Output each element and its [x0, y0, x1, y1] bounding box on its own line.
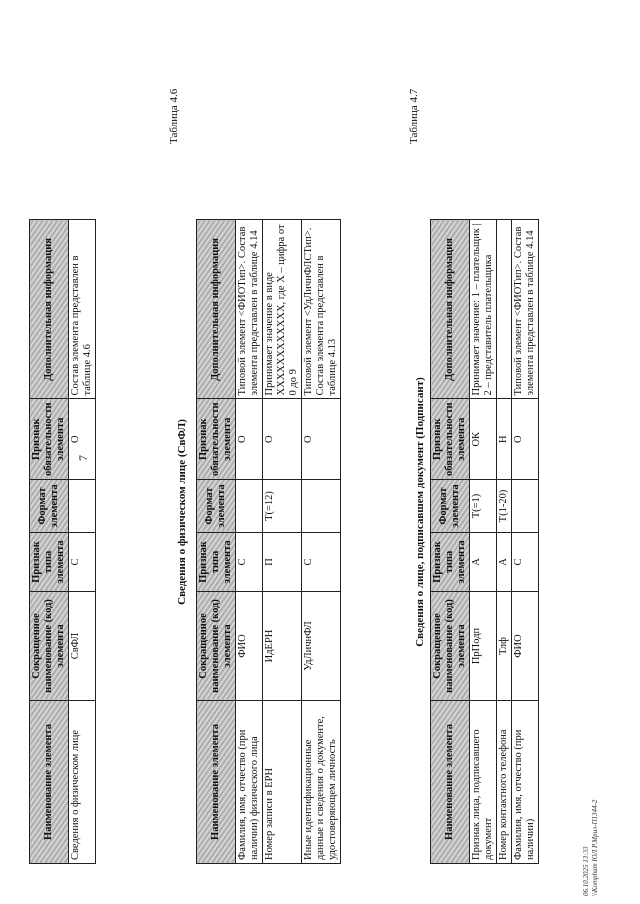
col-header: Сокращенное наименование (код) элемента: [197, 592, 236, 701]
col-header: Формат элемента: [197, 480, 236, 533]
table-row: [302, 220, 341, 864]
col-header: Дополнительная информация: [197, 220, 236, 399]
cell-format: [69, 480, 96, 533]
cell-type: П: [263, 533, 302, 592]
col-header: Сокращенное наименование (код) элемента: [30, 592, 69, 701]
col-header: Наименование элемента: [30, 701, 69, 864]
table-4-7: [430, 219, 539, 864]
cell-info: Состав элемента представлен в таблице 4.6: [69, 220, 96, 399]
cell-format: T(=1): [470, 480, 497, 533]
col-header: Наименование элемента: [197, 701, 236, 864]
cell-info: [497, 220, 512, 399]
col-header: Дополнительная информация: [30, 220, 69, 399]
cell-required: ОК: [470, 399, 497, 480]
cell-name: Фамилия, имя, отчество (при наличии) физического лица: [236, 701, 263, 864]
cell-type: С: [512, 533, 539, 592]
cell-type: С: [69, 533, 96, 592]
col-header: Наименование элемента: [431, 701, 470, 864]
cell-code: Тлф: [497, 592, 512, 701]
col-header: Признак типа элемента: [431, 533, 470, 592]
cell-type: А: [497, 533, 512, 592]
table-4-6: [196, 219, 341, 864]
cell-required: О: [302, 399, 341, 480]
table-heading: Сведения о лице, подписавшем документ (Подписант): [414, 377, 426, 647]
table-row: [69, 220, 96, 864]
col-header: Признак обязательности элемента: [431, 399, 470, 480]
col-header: Формат элемента: [431, 480, 470, 533]
header-row: [197, 220, 236, 864]
cell-code: ФИО: [236, 592, 263, 701]
table-row: [497, 220, 512, 864]
cell-name: Сведения о физическом лице: [69, 701, 96, 864]
table-row: [236, 220, 263, 864]
cell-required: О: [263, 399, 302, 480]
cell-info: Типовой элемент <ФИОТип>. Состав элемента представлен в таблице 4.14: [512, 220, 539, 399]
header-row: [30, 220, 69, 864]
cell-format: [512, 480, 539, 533]
cell-type: С: [236, 533, 263, 592]
table-caption: Таблица 4.6: [168, 88, 180, 144]
cell-format: T(1-20): [497, 480, 512, 533]
cell-required: Н: [497, 399, 512, 480]
cell-type: С: [302, 533, 341, 592]
col-header: Признак обязательности элемента: [197, 399, 236, 480]
cell-info: Типовой элемент <УдЛичнФЛСТип>. Состав элемента представлен в таблице 4.13: [302, 220, 341, 399]
col-header: Признак типа элемента: [30, 533, 69, 592]
cell-info: Принимает значение: 1 – плательщик | 2 – представитель плательщика: [470, 220, 497, 399]
cell-info: Типовой элемент <ФИОТип>. Состав элемента представлен в таблице 4.14: [236, 220, 263, 399]
cell-code: СвФЛ: [69, 592, 96, 701]
table-row: [512, 220, 539, 864]
cell-code: ПрПодп: [470, 592, 497, 701]
stamp-path: \\Komphum ЮЛ Р.Мрил-П1344-2: [591, 799, 599, 896]
cell-format: [302, 480, 341, 533]
cell-code: ФИО: [512, 592, 539, 701]
cell-type: А: [470, 533, 497, 592]
cell-format: T(=12): [263, 480, 302, 533]
cell-name: Номер контактного телефона: [497, 701, 512, 864]
table-row: [263, 220, 302, 864]
table-top: [29, 219, 96, 864]
table-row: [470, 220, 497, 864]
cell-required: О: [512, 399, 539, 480]
table-caption: Таблица 4.7: [408, 88, 420, 144]
col-header: Признак обязательности элемента: [30, 399, 69, 480]
table-heading: Сведения о физическом лице (СвФЛ): [176, 419, 188, 605]
col-header: Формат элемента: [30, 480, 69, 533]
header-row: [431, 220, 470, 864]
print-stamp: [582, 800, 600, 896]
cell-name: Номер записи в ЕРН: [263, 701, 302, 864]
page-number: 7: [76, 455, 90, 461]
cell-name: Признак лица, подписавшего документ: [470, 701, 497, 864]
cell-code: ИдЕРН: [263, 592, 302, 701]
cell-name: Иные идентификационные данные и сведения о документе, удостоверяющем личность: [302, 701, 341, 864]
cell-code: УдЛичнФЛ: [302, 592, 341, 701]
cell-info: Принимает значение в виде ХХХХХХХХХХХХ, где Х – цифра от 0 до 9: [263, 220, 302, 399]
stamp-date: 06.10.2025 13:33: [582, 846, 590, 896]
cell-name: Фамилия, имя, отчество (при наличии): [512, 701, 539, 864]
cell-required: О: [236, 399, 263, 480]
cell-format: [236, 480, 263, 533]
cell-required: О: [69, 399, 96, 480]
col-header: Сокращенное наименование (код) элемента: [431, 592, 470, 701]
col-header: Дополнительная информация: [431, 220, 470, 399]
col-header: Признак типа элемента: [197, 533, 236, 592]
